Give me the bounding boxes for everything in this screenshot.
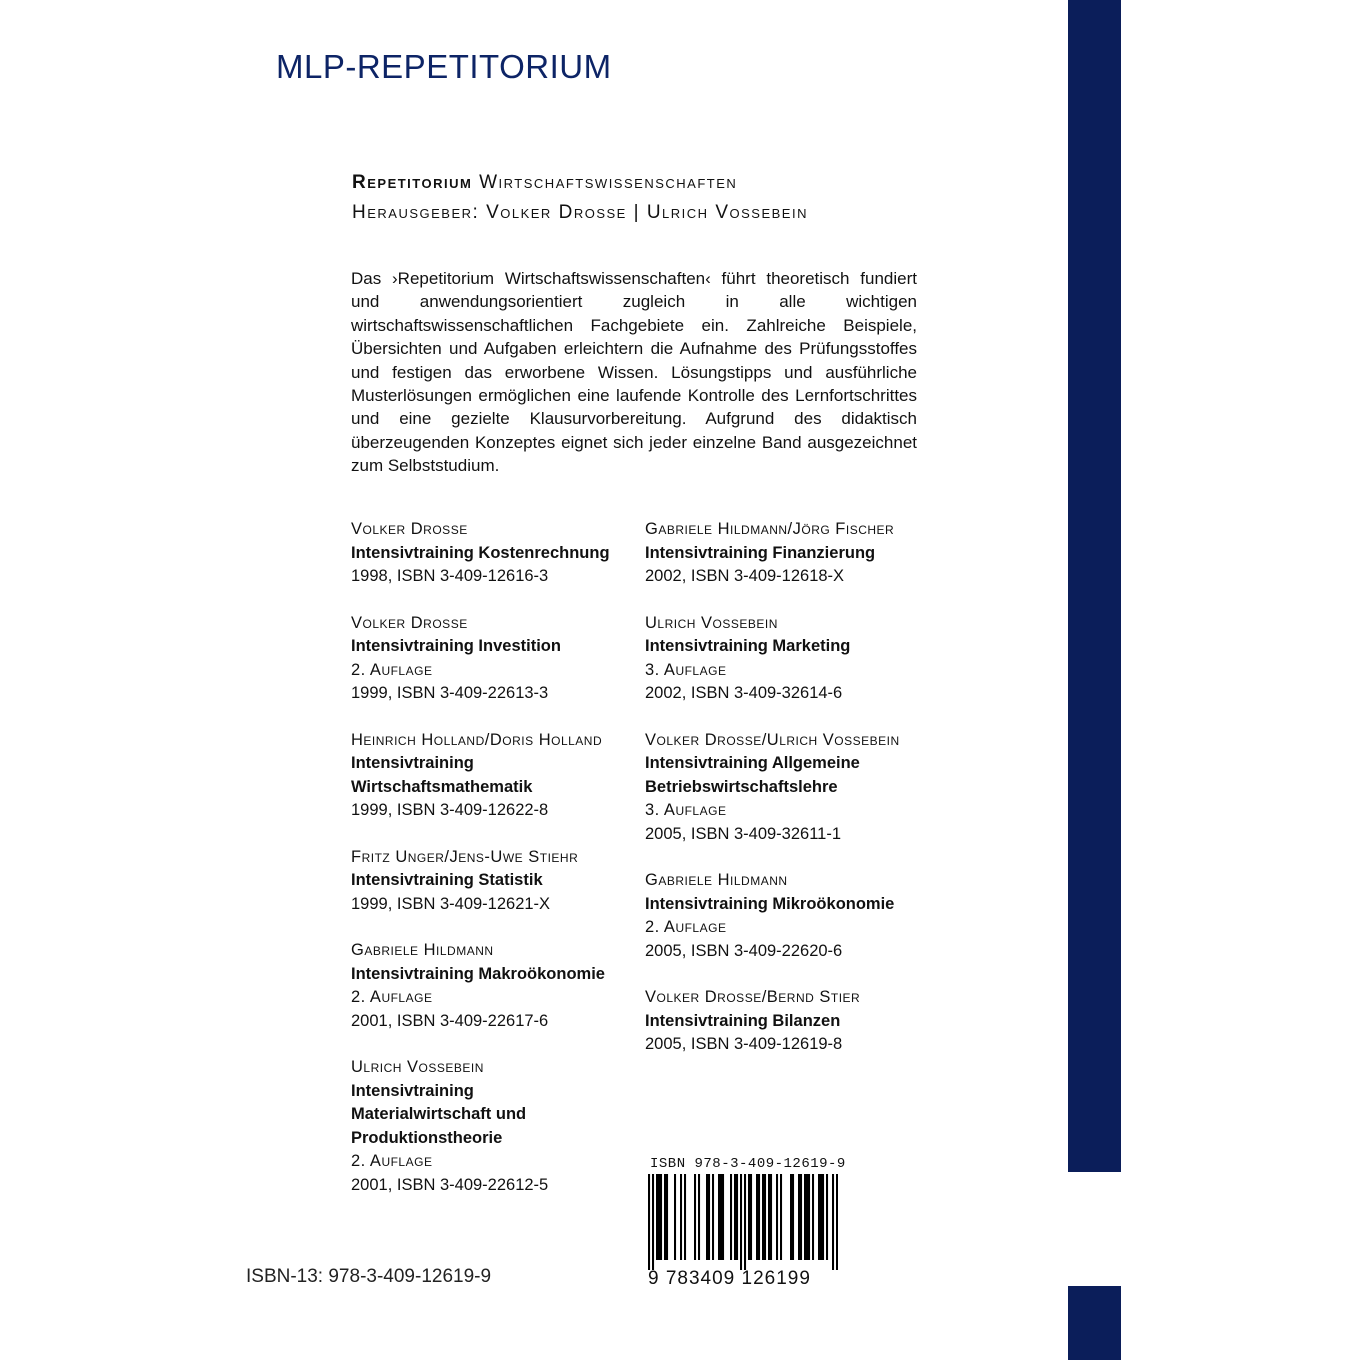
book-author: Volker Drosse/Bernd Stier xyxy=(645,988,861,1006)
barcode-bar xyxy=(836,1174,838,1270)
barcode-bar xyxy=(664,1174,666,1260)
barcode-bar xyxy=(674,1174,676,1260)
barcode-bar xyxy=(698,1174,700,1260)
barcode-bar xyxy=(756,1174,758,1260)
book-list-left xyxy=(351,518,641,1220)
barcode-bar xyxy=(804,1174,806,1260)
barcode-bar xyxy=(826,1174,828,1260)
book-publication: 2002, ISBN 3-409-32614-6 xyxy=(645,684,843,702)
barcode-bar xyxy=(734,1174,736,1260)
book-author: Volker Drosse xyxy=(351,613,468,632)
book-entry xyxy=(645,729,935,847)
barcode-bar xyxy=(718,1174,720,1260)
barcode-bar xyxy=(832,1174,834,1270)
book-publication: 1999, ISBN 3-409-22613-3 xyxy=(351,684,549,702)
barcode-bar xyxy=(720,1174,722,1260)
barcode-bar xyxy=(694,1174,696,1260)
series-title-rest: Wirtschaftswissenschaften xyxy=(479,172,738,193)
book-edition: 2. Auflage xyxy=(351,1152,433,1170)
book-entry xyxy=(351,729,641,823)
brand-title: MLP-REPETITORIUM xyxy=(276,48,612,85)
book-title: Intensivtraining Bilanzen xyxy=(645,1011,841,1030)
book-title: Intensivtraining Allgemeine xyxy=(645,754,860,772)
barcode-bar xyxy=(736,1174,738,1260)
book-edition: 3. Auflage xyxy=(645,660,727,679)
book-entry xyxy=(645,869,935,963)
book-entry xyxy=(351,846,641,917)
barcode-bar xyxy=(764,1174,766,1260)
barcode-bar xyxy=(820,1174,822,1260)
barcode-bar xyxy=(792,1174,794,1260)
book-title: Intensivtraining Kostenrechnung xyxy=(351,543,610,562)
book-title: Materialwirtschaft und xyxy=(351,1105,527,1123)
series-title-bold: Repetitorium xyxy=(352,172,473,193)
barcode-bar xyxy=(658,1174,660,1260)
barcode-bar xyxy=(822,1174,824,1260)
book-publication: 2005, ISBN 3-409-22620-6 xyxy=(645,941,843,960)
book-entry xyxy=(351,612,641,706)
barcode-bar xyxy=(762,1174,764,1260)
book-publication: 2005, ISBN 3-409-12619-8 xyxy=(645,1035,843,1053)
book-title: Intensivtraining Statistik xyxy=(351,871,543,889)
book-title: Intensivtraining xyxy=(351,754,474,772)
barcode-bar xyxy=(798,1174,800,1260)
series-header xyxy=(352,168,952,228)
book-entry xyxy=(351,1056,641,1197)
book-publication: 2001, ISBN 3-409-22612-5 xyxy=(351,1175,549,1194)
book-author: Ulrich Vossebein xyxy=(351,1058,484,1076)
barcode-bar xyxy=(712,1174,714,1260)
barcode-bar xyxy=(808,1174,810,1260)
barcode-bar xyxy=(776,1174,778,1260)
book-author: Volker Drosse/Ulrich Vossebein xyxy=(645,730,900,749)
barcode-bar xyxy=(750,1174,752,1260)
book-author: Fritz Unger/Jens-Uwe Stiehr xyxy=(351,847,579,866)
barcode-bar xyxy=(748,1174,750,1260)
book-author: Gabriele Hildmann xyxy=(645,871,788,889)
book-author: Ulrich Vossebein xyxy=(645,613,778,632)
book-title: Intensivtraining xyxy=(351,1081,474,1100)
barcode-bar xyxy=(770,1174,772,1260)
book-edition: 2. Auflage xyxy=(645,918,727,936)
barcode-bar xyxy=(656,1174,658,1260)
book-edition: 2. Auflage xyxy=(351,988,433,1006)
book-author: Volker Drosse xyxy=(351,520,468,538)
barcode-bar xyxy=(780,1174,782,1260)
barcode-bar xyxy=(758,1174,760,1260)
book-edition: 2. Auflage xyxy=(351,660,433,679)
book-title: Intensivtraining Marketing xyxy=(645,637,851,655)
isbn13-label: ISBN-13: 978-3-409-12619-9 xyxy=(246,1266,492,1287)
barcode-bar xyxy=(806,1174,808,1260)
book-entry xyxy=(351,518,641,589)
book-publication: 2002, ISBN 3-409-12618-X xyxy=(645,567,845,585)
barcode-bar xyxy=(812,1174,814,1260)
spine-bar-top xyxy=(1068,0,1121,1172)
barcode-bar xyxy=(708,1174,710,1260)
book-title: Intensivtraining Investition xyxy=(351,637,561,655)
book-publication: 1999, ISBN 3-409-12621-X xyxy=(351,894,551,913)
book-title: Intensivtraining Finanzierung xyxy=(645,543,876,562)
book-title: Intensivtraining Mikroökonomie xyxy=(645,894,895,913)
barcode-bar xyxy=(706,1174,708,1260)
barcode-bar xyxy=(652,1174,654,1270)
barcode-bar xyxy=(684,1174,686,1260)
spine-bar-bottom xyxy=(1068,1286,1121,1360)
book-title: Wirtschaftsmathematik xyxy=(351,777,533,796)
barcode-bars xyxy=(648,1174,838,1270)
barcode-bar xyxy=(744,1174,746,1270)
barcode-isbn-text: ISBN 978-3-409-12619-9 xyxy=(650,1156,846,1172)
barcode-bar xyxy=(680,1174,682,1260)
barcode-bar xyxy=(730,1174,732,1260)
book-author: Gabriele Hildmann xyxy=(351,941,494,959)
blurb-text: Das ›Repetitorium Wirtschaftswissenschaften‹ führt theoretisch fundiert und anwendungsorientiert zugleich in alle wichtigen wirtschaftswissenschaftlichen Fachgebiete ein. Zahlreiche Beispiele, Übersichten und Aufgaben erleichtern die Aufnahme des Prüfungsstoffes und festigen das erworbene Wissen. Lösungstipps und ausführliche Musterlösungen ermöglichen eine laufende Kontrolle des Lernfortschrittes und eine gezielte Klausurvorbereitung. Aufgrund des didaktisch überzeugenden Konzeptes eignet sich jeder einzelne Band ausgezeichnet zum Selbststudium. xyxy=(351,269,917,476)
barcode-bar xyxy=(740,1174,742,1270)
book-title: Betriebswirtschaftslehre xyxy=(645,777,838,796)
book-list-right xyxy=(645,518,935,1080)
book-edition: 3. Auflage xyxy=(645,801,727,819)
book-entry xyxy=(645,518,935,589)
book-publication: 2001, ISBN 3-409-22617-6 xyxy=(351,1011,549,1030)
book-entry xyxy=(351,939,641,1033)
barcode-bar xyxy=(666,1174,668,1260)
barcode-bar xyxy=(722,1174,724,1260)
book-publication: 2005, ISBN 3-409-32611-1 xyxy=(645,824,841,843)
barcode-bar xyxy=(818,1174,820,1260)
book-author: Gabriele Hildmann/Jörg Fischer xyxy=(645,520,895,538)
book-entry xyxy=(645,986,935,1057)
book-title: Produktionstheorie xyxy=(351,1128,503,1147)
barcode-block xyxy=(648,1156,860,1290)
book-publication: 1999, ISBN 3-409-12622-8 xyxy=(351,801,549,819)
book-publication: 1998, ISBN 3-409-12616-3 xyxy=(351,567,549,585)
book-entry xyxy=(645,612,935,706)
series-editors: Herausgeber: Volker Drosse | Ulrich Vossebein xyxy=(352,202,808,223)
book-title: Intensivtraining Makroökonomie xyxy=(351,964,605,983)
barcode-bar xyxy=(768,1174,770,1260)
barcode-bar xyxy=(790,1174,792,1260)
series-title xyxy=(352,168,952,198)
barcode-bar xyxy=(660,1174,662,1260)
barcode-digits: 9 783409 126199 xyxy=(648,1268,811,1289)
book-author: Heinrich Holland/Doris Holland xyxy=(351,730,603,749)
barcode-bar xyxy=(648,1174,650,1270)
barcode-bar xyxy=(800,1174,802,1260)
